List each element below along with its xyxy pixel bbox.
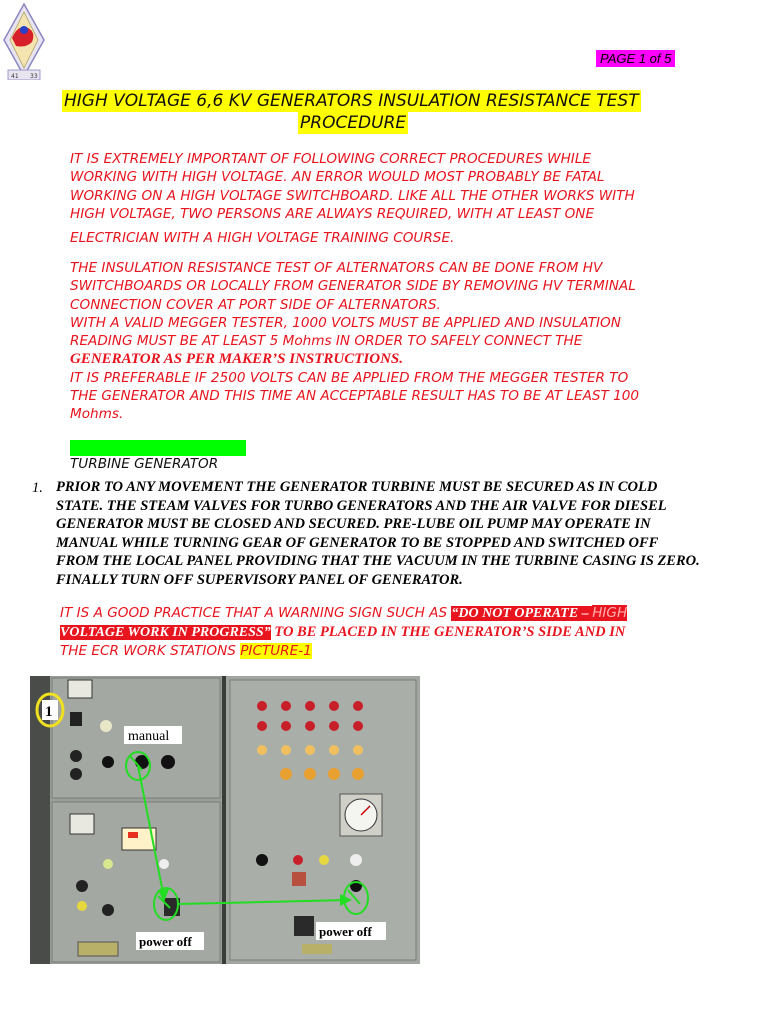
- warning-sign-text-3: VOLTAGE WORK IN PROGRESS”: [60, 625, 271, 640]
- practice-line3: THE ECR WORK STATIONS: [60, 643, 241, 659]
- page-number-badge: PAGE 1 of 5: [596, 50, 675, 67]
- green-highlight-bar: [70, 440, 246, 456]
- logo-number-right: 33: [30, 73, 38, 80]
- warning-line: WORKING WITH HIGH VOLTAGE. AN ERROR WOULD MOST PROBABLY BE FATAL: [70, 169, 605, 186]
- step-line: GENERATOR MUST BE CLOSED AND SECURED. PRE-LUBE OIL PUMP MAY OPERATE IN: [56, 516, 651, 533]
- step-number: 1.: [32, 480, 43, 496]
- warning-line: ELECTRICIAN WITH A HIGH VOLTAGE TRAINING COURSE.: [70, 230, 455, 247]
- insulation-line: WITH A VALID MEGGER TESTER, 1000 VOLTS MUST BE APPLIED AND INSULATION: [70, 314, 621, 331]
- warning-line: WORKING ON A HIGH VOLTAGE SWITCHBOARD. LIKE ALL THE OTHER WORKS WITH: [70, 187, 635, 204]
- control-panel-illustration: [30, 676, 420, 964]
- step-line: FROM THE LOCAL PANEL PROVIDING THAT THE VACUUM IN THE TURBINE CASING IS ZERO.: [56, 553, 700, 570]
- practice-lead: IT IS A GOOD PRACTICE THAT A WARNING SIGN SUCH AS: [60, 605, 452, 621]
- step-line: PRIOR TO ANY MOVEMENT THE GENERATOR TURBINE MUST BE SECURED AS IN COLD: [56, 479, 658, 495]
- warning-sign-text-1: “DO NOT OPERATE –: [451, 606, 593, 621]
- insulation-line: THE INSULATION RESISTANCE TEST OF ALTERNATORS CAN BE DONE FROM HV: [70, 260, 603, 276]
- title-line-1: HIGH VOLTAGE 6,6 KV GENERATORS INSULATION RESISTANCE TEST: [64, 91, 639, 111]
- control-panel-photo: [30, 676, 420, 964]
- picture-reference: PICTURE-1: [240, 643, 312, 659]
- insulation-line: READING MUST BE AT LEAST 5 Mohms IN ORDER TO SAFELY CONNECT THE: [70, 333, 583, 350]
- insulation-line: CONNECTION COVER AT PORT SIDE OF ALTERNATORS.: [70, 296, 441, 313]
- insulation-line: Mohms.: [70, 406, 124, 423]
- logo-number-left: 41: [11, 73, 19, 80]
- step-line: STATE. THE STEAM VALVES FOR TURBO GENERATORS AND THE AIR VALVE FOR DIESEL: [56, 497, 667, 514]
- practice-note: [60, 604, 627, 661]
- step-1-text: [56, 478, 700, 590]
- photo-badge-number: 1: [45, 704, 53, 720]
- practice-middle: TO BE PLACED IN THE GENERATOR’S SIDE AND IN: [270, 624, 626, 640]
- label-power-off-left: power off: [139, 934, 192, 949]
- warning-sign-text-2: HIGH: [592, 605, 628, 621]
- insulation-line: SWITCHBOARDS OR LOCALLY FROM GENERATOR SIDE BY REMOVING HV TERMINAL: [70, 278, 636, 295]
- step-line: FINALLY TURN OFF SUPERVISORY PANEL OF GENERATOR.: [56, 571, 463, 588]
- emblem-logo: [2, 2, 46, 80]
- insulation-paragraph: [70, 259, 639, 424]
- warning-line: HIGH VOLTAGE, TWO PERSONS ARE ALWAYS REQUIRED, WITH AT LEAST ONE: [70, 205, 595, 222]
- label-manual: manual: [128, 729, 170, 744]
- warning-paragraph: [70, 150, 635, 247]
- step-line: MANUAL WHILE TURNING GEAR OF GENERATOR TO BE STOPPED AND SWITCHED OFF: [56, 534, 659, 551]
- maker-instructions-bold: GENERATOR AS PER MAKER’S INSTRUCTIONS.: [70, 351, 404, 368]
- insulation-line: IT IS PREFERABLE IF 2500 VOLTS CAN BE APPLIED FROM THE MEGGER TESTER TO: [70, 369, 629, 386]
- warning-line: IT IS EXTREMELY IMPORTANT OF FOLLOWING CORRECT PROCEDURES WHILE: [70, 151, 591, 167]
- insulation-line: THE GENERATOR AND THIS TIME AN ACCEPTABLE RESULT HAS TO BE AT LEAST 100: [70, 388, 640, 405]
- title-line-2: PROCEDURE: [300, 113, 407, 133]
- label-power-off-right: power off: [319, 924, 372, 939]
- section-heading: TURBINE GENERATOR: [70, 456, 219, 472]
